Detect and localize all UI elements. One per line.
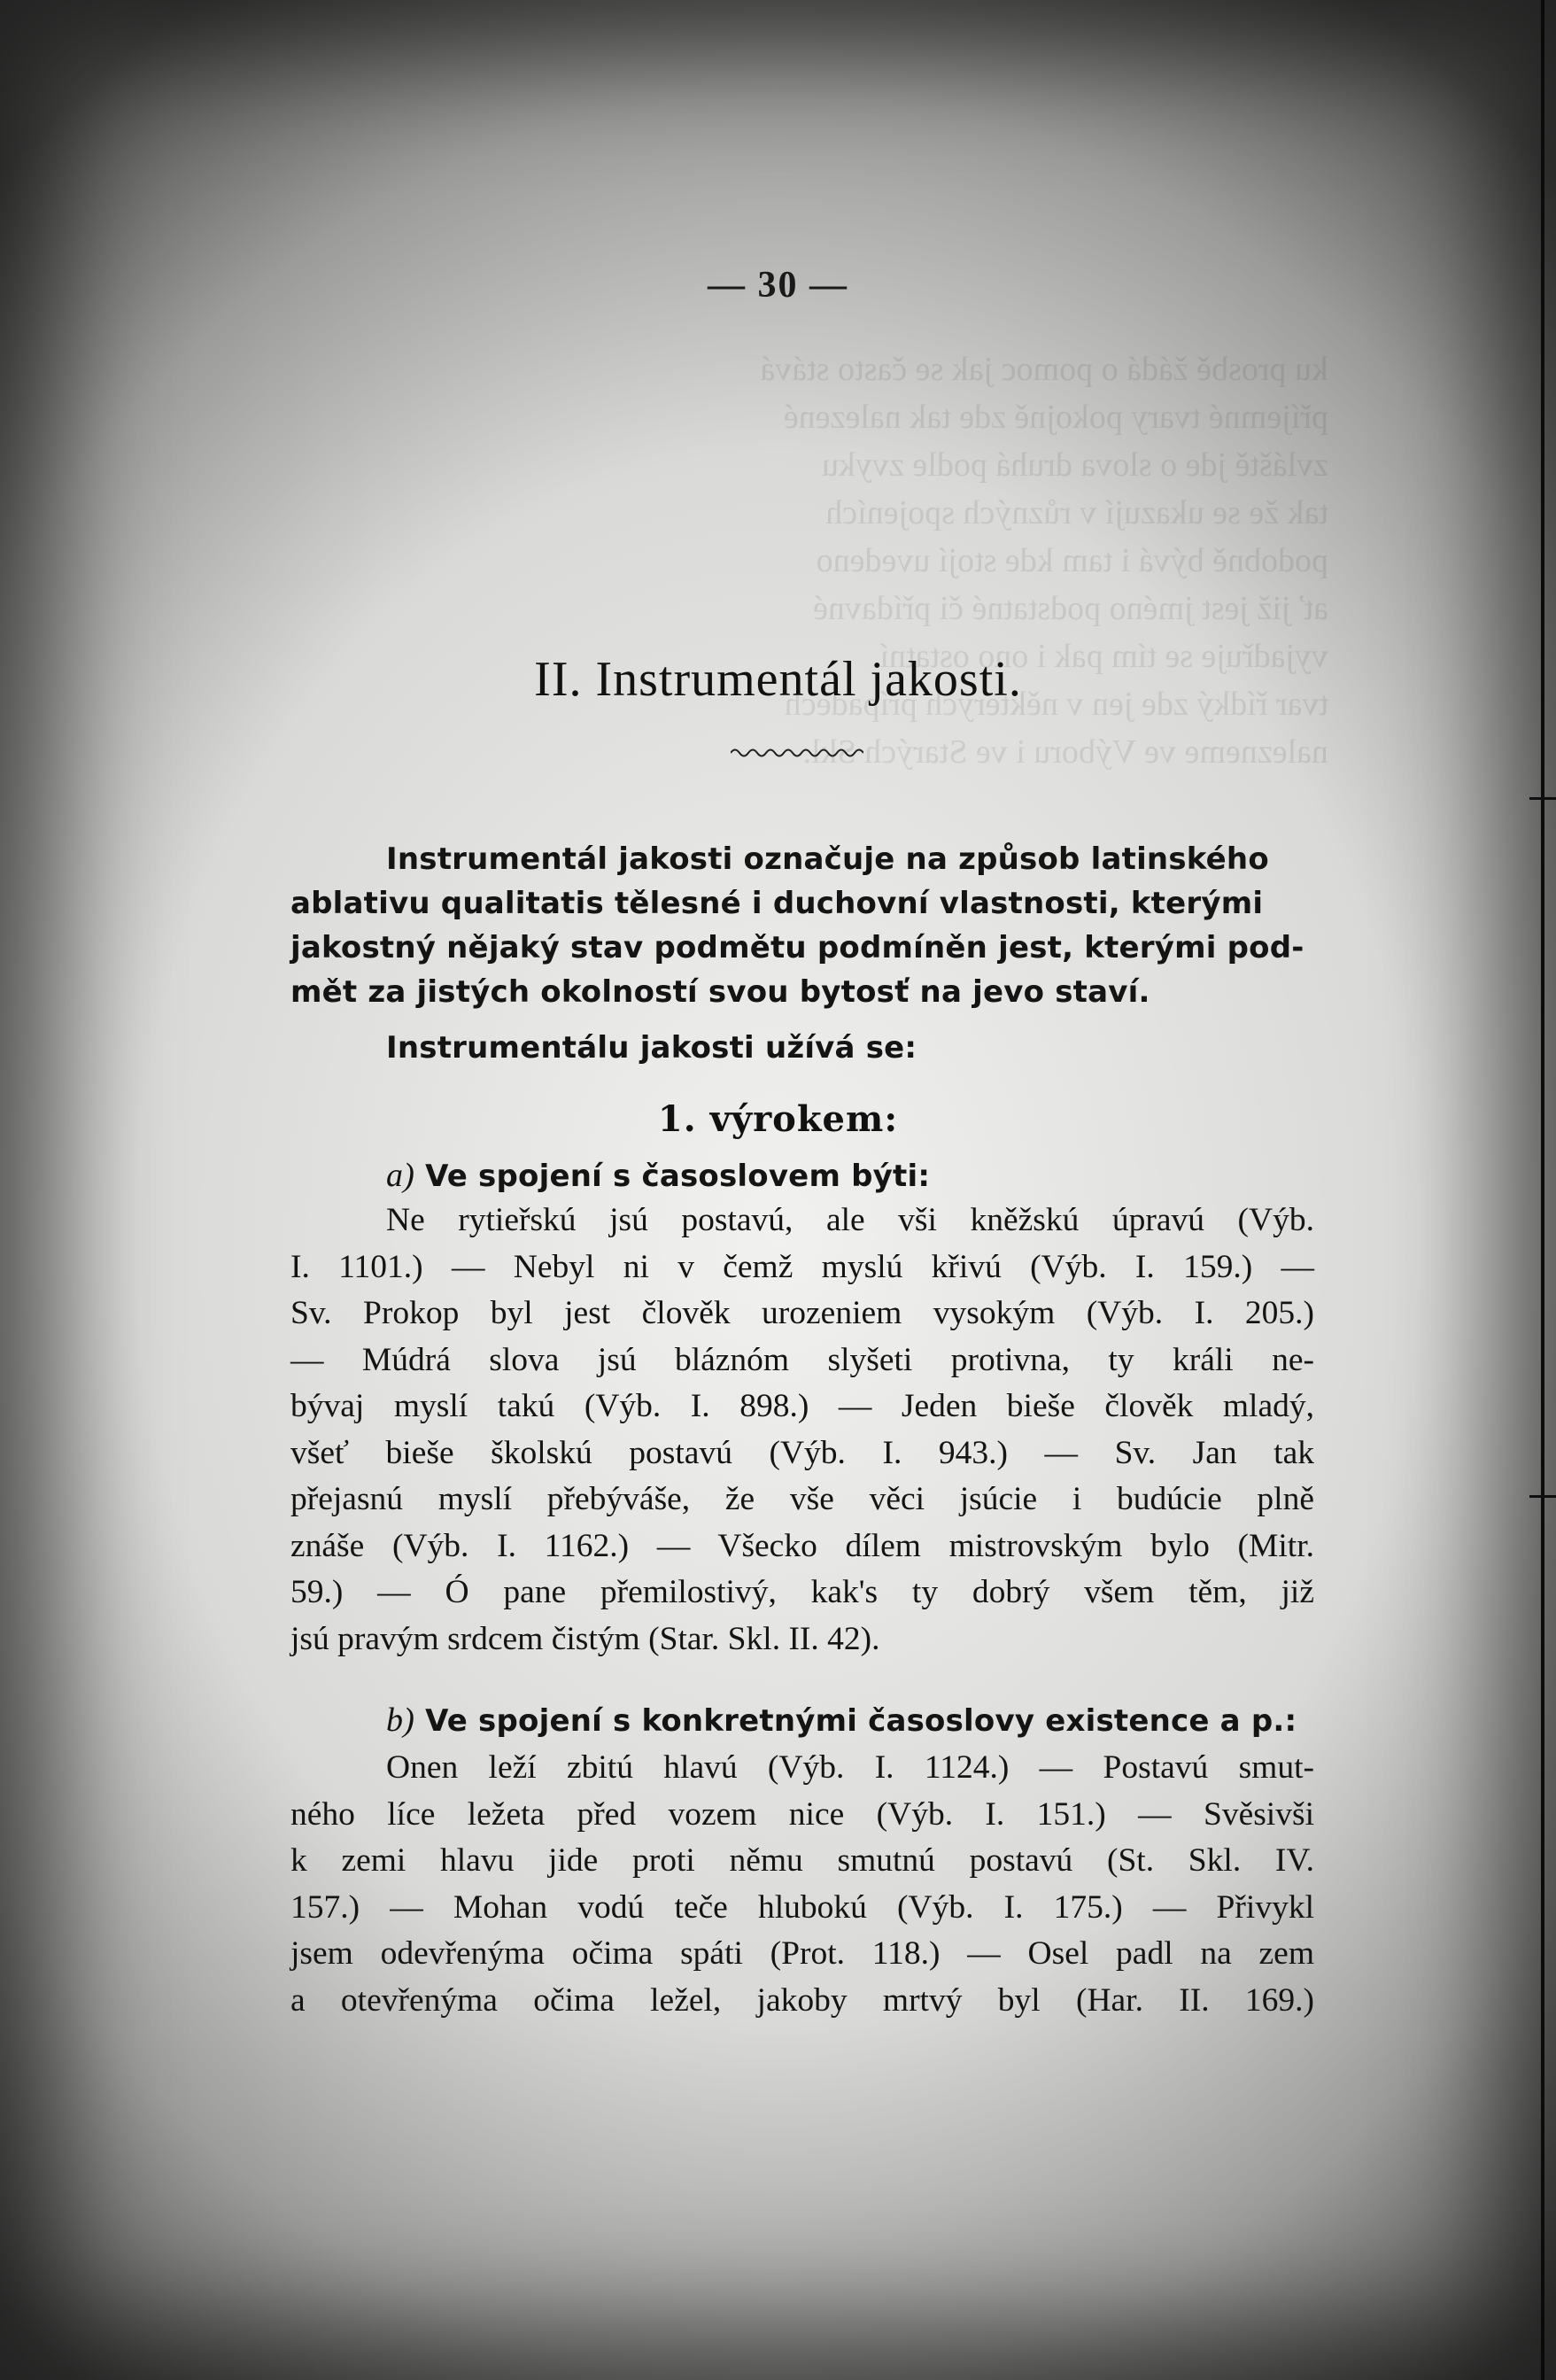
case-a-line: znáše (Výb. I. 1162.) — Všecko dílem mistrovským bylo (Mitr. bbox=[290, 1527, 1314, 1564]
case-b-letter: b) bbox=[386, 1702, 415, 1739]
case-b-line: jsem odevřenýma očima spáti (Prot. 118.) — Osel padl na zem bbox=[290, 1935, 1314, 1972]
wavy-divider bbox=[731, 747, 863, 759]
case-a-line: Ne rytieřskú jsú postavú, ale vši kněžskú úpravú (Výb. bbox=[386, 1202, 1314, 1238]
case-b-label: Ve spojení s konkretnými časoslovy existence a p.: bbox=[425, 1703, 1297, 1739]
edge-tick bbox=[1529, 797, 1556, 800]
case-a-line: všeť bieše školskú postavú (Výb. I. 943.) — Sv. Jan tak bbox=[290, 1434, 1314, 1471]
right-edge-rule bbox=[1541, 0, 1544, 2380]
case-b-heading bbox=[386, 1698, 1410, 1743]
page-number: — 30 — bbox=[708, 265, 848, 306]
edge-tick bbox=[1529, 1495, 1556, 1498]
case-a-label: Ve spojení s časoslovem býti: bbox=[425, 1159, 931, 1194]
intro-paragraph bbox=[290, 837, 1314, 1014]
case-a-paragraph bbox=[290, 1198, 1314, 1663]
case-a-letter: a) bbox=[386, 1157, 415, 1194]
case-a-line: I. 1101.) — Nebyl ni v čemž myslú křivú (Výb. I. 159.) — bbox=[290, 1248, 1314, 1285]
intro-line: ablativu qualitatis tělesné i duchovní vlastnosti, kterými bbox=[290, 886, 1264, 921]
case-b-line: 157.) — Mohan vodú teče hlubokú (Výb. I. 175.) — Přivykl bbox=[290, 1888, 1314, 1926]
intro-line: Instrumentál jakosti označuje na způsob latinského bbox=[386, 841, 1269, 877]
case-b-paragraph bbox=[290, 1745, 1314, 2024]
case-b-line: Onen leží zbitú hlavú (Výb. I. 1124.) — Postavú smut- bbox=[386, 1749, 1314, 1786]
case-b-line: k zemi hlavu jide proti němu smutnú postavú (St. Skl. IV. bbox=[290, 1842, 1314, 1879]
section-heading: II. Instrumentál jakosti. bbox=[534, 652, 1022, 707]
case-a-line: bývaj myslí takú (Výb. I. 898.) — Jeden bieše člověk mladý, bbox=[290, 1388, 1314, 1424]
case-a-line: jsú pravým srdcem čistým (Star. Skl. II. 42). bbox=[290, 1620, 880, 1657]
case-b-line: a otevřenýma očima ležel, jakoby mrtvý byl (Har. II. 169.) bbox=[290, 1981, 1314, 2019]
case-a-line: přejasnú myslí přebýváše, že vše věci jsúcie i budúcie plně bbox=[290, 1481, 1314, 1517]
bleed-through-text: ku prosbě žádá o pomoc jak se často stává příjemné tvary pokojně zde tak nalezené zvláště jde o slova druhá podle zvyku tak že se ukazují v různých spojeních podobně bývá i tam kde stojí uvedeno ať již jest jméno podstatné či přídavné vyjadřuje se tím pak i ono ostatní tvar řídký zde jen v některých případech nalezneme ve Výboru i ve Starých Skl. bbox=[760, 351, 1328, 771]
case-a-line: 59.) — Ó pane přemilostivý, kak's ty dobrý všem těm, již bbox=[290, 1574, 1314, 1610]
case-a-line: — Múdrá slova jsú bláznóm slyšeti protivna, ty králi ne- bbox=[290, 1341, 1314, 1378]
case-b-line: ného líce ležeta před vozem nice (Výb. I. 151.) — Svěsivši bbox=[290, 1795, 1314, 1833]
case-a-line: Sv. Prokop byl jest člověk urozeniem vysokým (Výb. I. 205.) bbox=[290, 1295, 1314, 1331]
intro-line: mět za jistých okolností svou bytosť na jevo staví. bbox=[290, 974, 1150, 1010]
case-a-heading bbox=[386, 1153, 1410, 1198]
intro-line: jakostný nějaký stav podmětu podmíněn jest, kterými pod- bbox=[290, 930, 1304, 965]
usage-line: Instrumentálu jakosti užívá se: bbox=[386, 1030, 917, 1066]
subheading: 1. výrokem: bbox=[657, 1098, 899, 1140]
